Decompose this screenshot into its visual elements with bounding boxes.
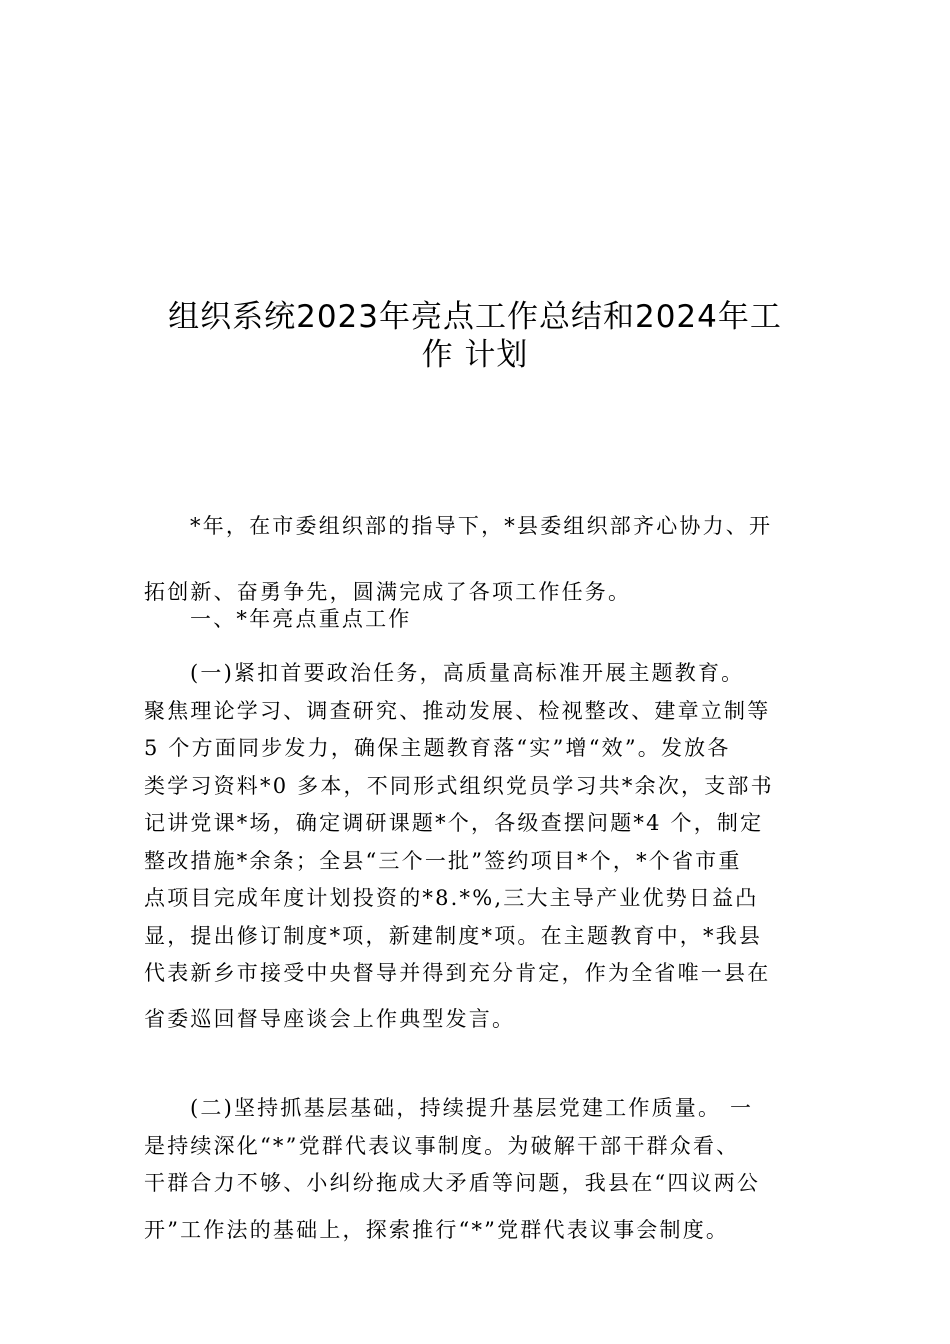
text-line: (二)坚持抓基层基础，持续提升基层党建工作质量。 一 bbox=[190, 1096, 754, 1120]
text-line: 整改措施*余条；全县“三个一批”签约项目*个，*个省市重 bbox=[144, 848, 742, 873]
section-heading bbox=[144, 603, 806, 635]
text-line: 代表新乡市接受中央督导并得到充分肯定，作为全省唯一县在 bbox=[144, 961, 771, 985]
text-line: 类学习资料*0 多本，不同形式组织党员学习共*余次，支部书 bbox=[144, 773, 774, 798]
title-line-1: 组织系统2023年亮点工作总结和2024年工 bbox=[168, 299, 782, 335]
text-line: *年，在市委组织部的指导下，*县委组织部齐心协力、开 bbox=[190, 514, 773, 538]
text-line: 点项目完成年度计划投资的*8.*%,三大主导产业优势日益凸 bbox=[144, 886, 759, 910]
subsection-1-paragraph bbox=[144, 655, 806, 1038]
text-line: 是持续深化“*”党群代表议事制度。为破解干部干群众看、 bbox=[144, 1133, 740, 1158]
title-line-2: 作 计划 bbox=[421, 337, 529, 373]
text-line: 记讲党课*场，确定调研课题*个，各级查摆问题*4 个，制定 bbox=[144, 811, 764, 835]
text-line: 聚焦理论学习、调查研究、推动发展、检视整改、建章立制等 bbox=[144, 698, 771, 723]
text-line: 拓创新、奋勇争先，圆满完成了各项工作任务。 bbox=[144, 580, 632, 604]
text-line: 开”工作法的基础上，探索推行“*”党群代表议事会制度。 bbox=[144, 1217, 730, 1242]
text-line: 5 个方面同步发力，确保主题教育落“实”增“效”。发放各 bbox=[144, 736, 731, 760]
text-line: (一)紧扣首要政治任务，高质量高标准开展主题教育。 bbox=[190, 661, 745, 685]
text-line: 干群合力不够、小纠纷拖成大矛盾等问题，我县在“四议两公 bbox=[144, 1171, 761, 1195]
section-heading-text: 一、*年亮点重点工作 bbox=[190, 607, 412, 631]
subsection-2-paragraph bbox=[144, 1090, 806, 1249]
document-title bbox=[120, 298, 830, 374]
text-line: 省委巡回督导座谈会上作典型发言。 bbox=[144, 1006, 516, 1031]
text-line: 显，提出修订制度*项，新建制度*项。在主题教育中，*我县 bbox=[144, 923, 763, 948]
